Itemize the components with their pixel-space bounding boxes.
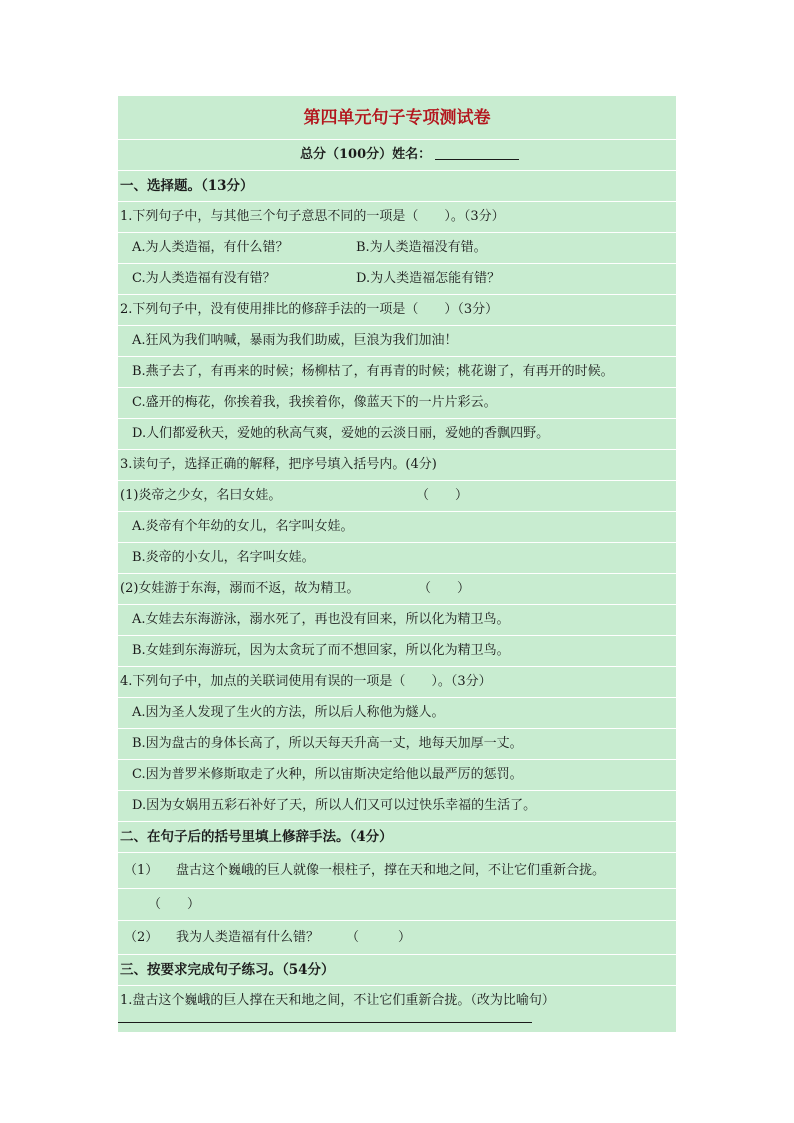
q3-part-2-option-a: A.女娃去东海游泳，溺水死了，再也没有回来，所以化为精卫鸟。 [132,612,510,627]
question-row [118,202,676,233]
q1-option-c: C.为人类造福有没有错？ [132,271,276,286]
option-row [118,512,676,543]
subquestion-row [118,574,676,605]
q2-option-a: A.狂风为我们呐喊，暴雨为我们助威，巨浪为我们加油！ [132,333,458,348]
q3-part-1-option-b: B.炎帝的小女儿，名字叫女娃。 [132,550,315,565]
option-row [118,326,676,357]
q1-option-b: B.为人类造福没有错。 [356,240,487,255]
subtitle-row [118,140,676,171]
q3-part-2: (2)女娃游于东海，溺而不返，故为精卫。 [120,581,360,596]
q1-option-d: D.为人类造福怎能有错？ [356,271,501,286]
title-row [118,96,676,140]
q3-stem: 3.读句子，选择正确的解释，把序号填入括号内。(4分) [120,457,437,472]
q4-option-b: B.因为盘古的身体长高了，所以天每天升高一丈，地每天加厚一丈。 [132,736,523,751]
option-row [118,543,676,574]
option-row [118,233,676,264]
option-row [118,698,676,729]
q3-part-1-option-a: A.炎帝有个年幼的女儿，名字叫女娃。 [132,519,354,534]
option-row [118,760,676,791]
question-row [118,450,676,481]
q2-option-d: D.人们都爱秋天，爱她的秋高气爽，爱她的云淡日丽，爱她的香飘四野。 [132,426,550,441]
subtitle-text: 总分（100分）姓名： [300,147,432,162]
q4-stem: 4.下列句子中，加点的关联词使用有误的一项是（ ）。（3分） [120,674,492,689]
score-and-name [300,140,519,170]
q3-part-2-option-b: B.女娃到东海游玩，因为太贪玩了而不想回家，所以化为精卫鸟。 [132,643,510,658]
exam-sheet [118,96,676,1032]
q4-option-d: D.因为女娲用五彩石补好了天，所以人们又可以过快乐幸福的生活了。 [132,798,537,813]
s2-item-1-number: （1） [124,863,159,878]
section-2-heading: 二、在句子后的括号里填上修辞手法。（4分） [120,829,393,845]
q2-stem: 2.下列句子中，没有使用排比的修辞手法的一项是（ ）（3分） [120,302,499,317]
question-row [118,667,676,698]
s2-item-1-blank[interactable]: （ ） [148,897,201,912]
q1-stem: 1.下列句子中，与其他三个句子意思不同的一项是（ ）。（3分） [120,209,505,224]
section-1-row [118,171,676,202]
option-row [118,264,676,295]
name-blank[interactable] [435,145,519,160]
q3-part-1-blank[interactable]: （ ） [416,488,469,503]
question-row [118,295,676,326]
q3-part-2-blank[interactable]: （ ） [418,581,471,596]
option-row [118,605,676,636]
s2-item-row [118,889,676,921]
subquestion-row [118,481,676,512]
answer-line[interactable] [118,1022,532,1023]
s2-item-2-text: 我为人类造福有什么错？ [176,930,320,945]
section-1-heading: 一、选择题。（13分） [120,178,254,194]
q4-option-c: C.因为普罗米修斯取走了火种，所以宙斯决定给他以最严厉的惩罚。 [132,767,523,782]
s2-item-1-text: 盘古这个巍峨的巨人就像一根柱子，撑在天和地之间，不让它们重新合拢。 [176,863,606,878]
s2-item-row [118,921,676,955]
option-row [118,636,676,667]
section-3-row [118,955,676,986]
s3-q1-stem: 1.盘古这个巍峨的巨人撑在天和地之间，不让它们重新合拢。（改为比喻句） [120,993,555,1008]
page-title: 第四单元句子专项测试卷 [303,108,491,128]
option-row [118,388,676,419]
option-row [118,729,676,760]
q1-option-a: A.为人类造福，有什么错？ [132,240,289,255]
s2-item-row [118,853,676,889]
s2-item-2-number: （2） [124,930,159,945]
option-row [118,357,676,388]
option-row [118,791,676,822]
q4-option-a: A.因为圣人发现了生火的方法，所以后人称他为燧人。 [132,705,445,720]
section-2-row [118,822,676,853]
q2-option-c: C.盛开的梅花，你挨着我，我挨着你，像蓝天下的一片片彩云。 [132,395,497,410]
section-3-heading: 三、按要求完成句子练习。（54分） [120,962,335,978]
s2-item-2-blank[interactable]: （ ） [346,930,412,945]
option-row [118,419,676,450]
question-row [118,986,676,1017]
q2-option-b: B.燕子去了，有再来的时候；杨柳枯了，有再青的时候；桃花谢了，有再开的时候。 [132,364,614,379]
q3-part-1: (1)炎帝之少女，名曰女娃。 [120,488,282,503]
